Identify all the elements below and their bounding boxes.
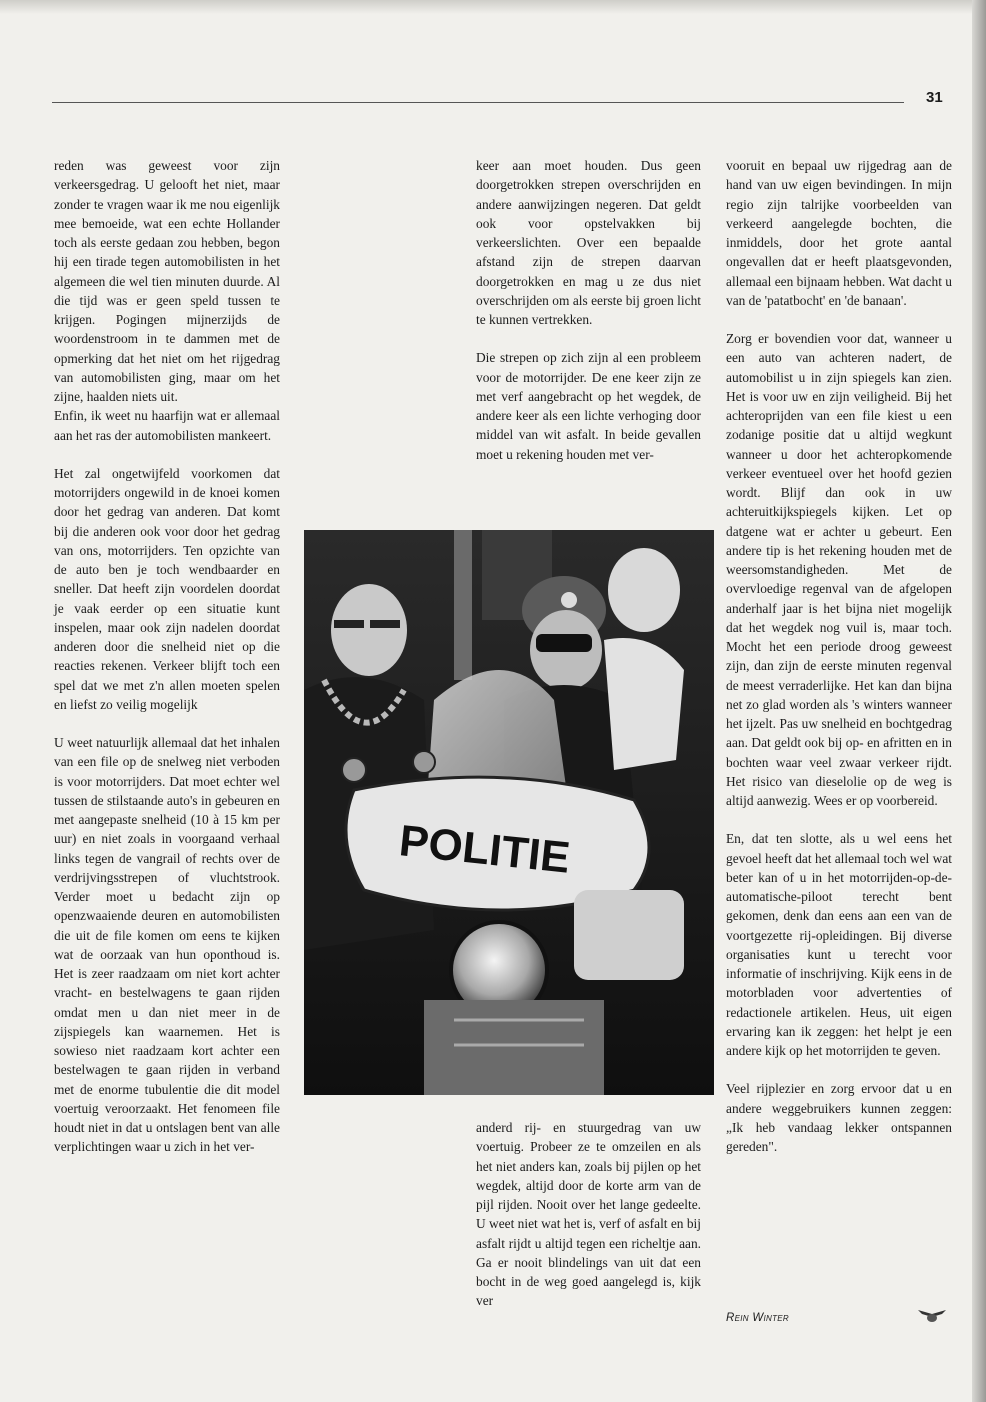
paragraph: Veel rijplezier en zorg ervoor dat u en andere weggebruikers kunnen zeggen: „Ik heb vandaag lekker ontspannen gereden". — [726, 1081, 952, 1154]
article-column-3 — [726, 156, 952, 1175]
page-binding-edge — [972, 0, 986, 1402]
paragraph: anderd rij- en stuurgedrag van uw voertuig. Probeer ze te omzeilen en als het niet anders kan, zoals bij pijlen op het wegdek, altijd door de korte arm van de pijl rijden. Nooit over het lange gedeelte. U weet niet wat het is, verf of asfalt en bij asfalt rijdt u altijd tegen een richeltje aan. Ga er nooit blindelings van uit dat een bocht in de weg goed aangelegd is, kijk ver — [476, 1120, 701, 1309]
indicator-lamp — [413, 751, 435, 773]
paragraph: keer aan moet houden. Dus geen doorgetrokken strepen overschrijden en andere aanwijzingen negeren. Dat geldt ook voor opstelvakken bij verkeerslichten. Over een bepaalde afstand zijn de strepen daarvan doorgetrokken en mag u ze dus niet overschrijden om als eerste bij groen licht te kunnen vertrekken. — [476, 158, 701, 327]
fuel-tank — [574, 890, 684, 980]
indicator-lamp — [342, 758, 366, 782]
paragraph: En, dat ten slotte, als u wel eens het gevoel heeft dat het allemaal toch wel wat beter kan of u in het motorrijden-op-de-automatische-piloot terecht bent gekomen, denk dan eens aan een van de voortgezette rij-opleidingen. Bij diverse organisaties kunt u terecht voor informatie of inschrijving. Kijk eens in de motorbladen voor advertenties of redactionele artikelen. Heus, uit eigen ervaring kan ik zeggen: het helpt je een andere kijk op het motorrijden te geven. — [726, 831, 952, 1058]
door-frame — [454, 530, 472, 680]
paragraph: U weet natuurlijk allemaal dat het inhalen van een file op de snelweg niet verboden is voor motorrijders. Dat moet echter wel tussen de stilstaande auto's in gebeuren en met aangepaste snelheid (10 à 15 km per uur) en niet zoals in voorgaand verhaal links tegen de vangrail of rechts over de verdrijvingsstrepen of vluchtstrook. Verder moet u bedacht zijn op openzwaaiende deuren en automobilisten die uit de file komen om eens te kijken wat de oorzaak van hun oponthoud is. Het is zeer raadzaam om niet kort achter vracht- en bestelwagens te gaan rijden omdat men u dan niet meer in de zijspiegels kan waarnemen. Het is sowieso niet raadzaam kort achter een bestelwagen te gaan rijden in verband met de enorme tubulentie die dit model voertuig veroorzaakt. Het fenomeen file houdt niet in dat u ontslagen bent van alle verplichtingen waar u zich in het ver- — [54, 735, 280, 1155]
page-top-shadow — [0, 0, 986, 14]
paragraph: Die strepen op zich zijn al een probleem voor de motorrijder. De ene keer zijn ze met verf aangebracht op het wegdek, de andere keer als een lichte verhoging door middel van wit asfalt. In beide gevallen moet u rekening houden met ver- — [476, 350, 701, 462]
article-column-1 — [54, 156, 280, 1176]
article-column-2-bottom — [476, 1118, 701, 1330]
winged-emblem-icon — [916, 1306, 948, 1324]
child-figure — [604, 548, 684, 770]
paragraph: reden was geweest voor zijn verkeersgedrag. U gelooft het niet, maar zonder te vragen waar ik me nou eigenlijk mee bemoeide, wat een echte Hollander toch als eerste gedaan zou hebben, begon hij een tirade tegen automobilisten in het algemeen die wel tien minuten duurde. Al die tijd was er geen speld tussen te krijgen. Pogingen mijnerzijds de woordenstroom in te dammen met de opmerking dat het niet om het rijgedrag van automobilisten ging, maar om het zijne, haalden niets uit. — [54, 158, 280, 404]
header-rule — [52, 102, 904, 103]
fairing-lettering: POLITIE — [396, 816, 573, 883]
engine — [424, 1000, 604, 1095]
author-signature: Rein Winter — [726, 1312, 789, 1324]
paragraph: Het zal ongetwijfeld voorkomen dat motorrijders ongewild in de knoei komen door het gedrag van anderen. Dat komt bij die anderen ook voor door het gedrag van ons, motorrijders. Ten opzichte van de auto ben je toch wendbaarder en sneller. Dat heeft zijn voordelen doordat je vaak eerder op een situatie kunt inspelen, maar ook zijn nadelen doordat anderen door die snelheid niet op die reacties rekenen. Verkeer blijft toch een spel dat we met z'n allen moeten spelen en liefst zo veilig mogelijk — [54, 465, 280, 712]
police-motorcycle-photo — [304, 530, 714, 1095]
page-number: 31 — [926, 89, 943, 106]
article-column-2-top — [476, 156, 701, 483]
paragraph: vooruit en bepaal uw rijgedrag aan de hand van uw eigen bevindingen. In mijn regio zijn talrijke voorbeelden van verkeerd aangelegde bochten, die inmiddels, door het grote aantal ongevallen dat er heeft plaatsgevonden, allemaal een bijnaam hebben. Wat dacht u van de 'patatbocht' en 'de banaan'. — [726, 158, 952, 308]
paragraph: Zorg er bovendien voor dat, wanneer u een auto van achteren nadert, de automobilist u in zijn spiegels kan zien. Het is voor uw en zijn veiligheid. Bij het achteroprijden van een file kiest u een zodanige positie dat u altijd wegkunt wanneer u door het achteropkomende verkeer eventueel over het hoofd gezien wordt. Blijf dan ook in uw achteruitkijkspiegels kijken. Let op datgene wat er achter u gebeurt. Een andere tip is het rekening houden met de weersomstandigheden. Met de overvloedige regenval van de afgelopen anderhalf jaar is het bijna niet mogelijk dat het wegdek nog vuil is, maar toch. Mocht het een periode droog geweest zijn, dan zijn de eerste minuten regenval de meest verraderlijke. Het kan dan bijna net zo glad worden als 's winters wanneer het ijzelt. Pas uw snelheid en bochtgedrag aan. Dat geldt ook bij op- en afritten en in bochten waar veel zwaar verkeer rijdt. Het risico van dieselolie op de weg is altijd aanwezig. Wees er op voorbereid. — [726, 331, 952, 808]
paragraph: Enfin, ik weet nu haarfijn wat er allemaal aan het ras der automobilisten mankeert. — [54, 408, 280, 443]
